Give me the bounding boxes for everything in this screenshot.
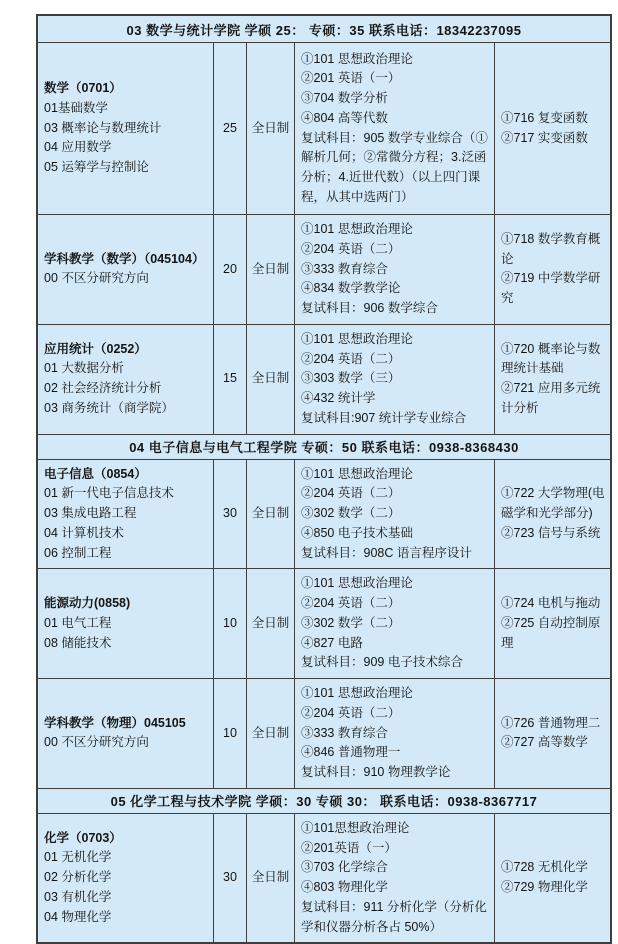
exam-subject-line: ④804 高等代数 — [301, 110, 388, 125]
exam-subject-line: 复试科目：908C 语言程序设计 — [301, 545, 472, 560]
major-title: 数学（0701） — [44, 81, 122, 96]
major-cell — [38, 325, 214, 434]
study-mode: 全日制 — [251, 261, 290, 276]
study-mode-cell — [247, 814, 295, 943]
retest-subject-line: ①716 复变函数 — [501, 110, 588, 125]
retest-subjects-cell — [495, 679, 610, 788]
retest-subjects-cell — [495, 43, 610, 214]
exam-subject-line: ②204 英语（二） — [301, 241, 401, 256]
table-row — [38, 215, 610, 325]
retest-subject-line: ②727 高等数学 — [501, 735, 588, 750]
retest-subject-line: ①720 概率论与数理统计基础 — [501, 341, 601, 376]
table-row — [38, 43, 610, 215]
enrollment-count-cell — [214, 325, 247, 434]
section-header: 04 电子信息与电气工程学院 专硕：50 联系电话：0938-8368430 — [38, 435, 610, 460]
study-mode-cell — [247, 460, 295, 569]
exam-subject-line: ①101思想政治理论 — [301, 820, 410, 835]
major-direction: 03 集成电路工程 — [44, 506, 137, 520]
major-direction: 04 计算机技术 — [44, 525, 124, 540]
exam-subject-line: 复试科目：910 物理教学论 — [301, 765, 451, 779]
major-title: 能源动力(0858) — [44, 596, 131, 610]
exam-subject-line: ③302 数学（二） — [301, 615, 401, 630]
exam-subject-line: ④850 电子技术基础 — [301, 525, 413, 540]
retest-subject-line: ①728 无机化学 — [501, 860, 588, 875]
enrollment-count: 30 — [223, 870, 237, 885]
major-title: 化学（0703） — [44, 830, 122, 845]
exam-subject-line: ③703 化学综合 — [301, 860, 388, 875]
major-direction: 01基础数学 — [44, 100, 108, 115]
exam-subject-line: ④834 数学教学论 — [301, 281, 401, 296]
study-mode-cell — [247, 215, 295, 324]
retest-subjects-cell — [495, 569, 610, 678]
major-direction: 02 社会经济统计分析 — [44, 381, 162, 396]
major-direction: 06 控制工程 — [44, 545, 112, 560]
exam-subject-line: ①101 思想政治理论 — [301, 576, 413, 591]
enrollment-count-cell — [214, 460, 247, 569]
retest-subject-line: ①718 数学教育概论 — [501, 231, 601, 266]
exam-subject-line: ②204 英语（二） — [301, 705, 401, 720]
major-direction: 00 不区分研究方向 — [44, 735, 149, 750]
study-mode: 全日制 — [251, 615, 290, 630]
exam-subject-line: ③333 教育综合 — [301, 725, 388, 740]
table-row — [38, 460, 610, 570]
exam-subjects-cell — [295, 460, 495, 569]
major-cell — [38, 215, 214, 324]
exam-subject-line: ④803 物理化学 — [301, 880, 388, 894]
exam-subject-line: ①101 思想政治理论 — [301, 686, 413, 700]
exam-subject-line: ②201 英语（一） — [301, 71, 401, 86]
major-title: 学科教学（数学）（045104） — [44, 251, 205, 266]
major-direction: 01 电气工程 — [44, 615, 112, 630]
enrollment-count-cell — [214, 569, 247, 678]
major-direction: 03 有机化学 — [44, 889, 112, 904]
exam-subject-line: ②204 英语（二） — [301, 486, 401, 501]
enrollment-catalog-table — [36, 14, 612, 944]
major-direction: 03 概率论与数理统计 — [44, 120, 162, 135]
major-cell — [38, 460, 214, 569]
major-direction: 02 分析化学 — [44, 870, 112, 885]
retest-subject-line: ②719 中学数学研究 — [501, 271, 601, 306]
enrollment-count: 10 — [223, 615, 237, 630]
major-direction: 08 储能技术 — [44, 635, 112, 650]
exam-subject-line: ④432 统计学 — [301, 391, 376, 405]
major-direction: 04 物理化学 — [44, 909, 112, 924]
exam-subject-line: 复试科目：909 电子技术综合 — [301, 655, 463, 670]
enrollment-count-cell — [214, 679, 247, 788]
exam-subject-line: ①101 思想政治理论 — [301, 331, 413, 346]
exam-subjects-cell — [295, 215, 495, 324]
enrollment-count-cell — [214, 814, 247, 943]
exam-subject-line: 复试科目：905 数学专业综合（①解析几何；②常微分方程；3.泛函分析；4.近世代数）（以上四门课程，从其中选两门） — [301, 130, 488, 204]
table-row — [38, 814, 610, 943]
major-cell — [38, 814, 214, 943]
exam-subject-line: ③303 数学（三） — [301, 371, 401, 386]
exam-subject-line: 复试科目：911 分析化学（分析化学和仪器分析各占 50%） — [301, 899, 487, 934]
major-cell — [38, 43, 214, 214]
enrollment-count-cell — [214, 215, 247, 324]
major-direction: 01 无机化学 — [44, 850, 112, 865]
exam-subject-line: ②204 英语（二） — [301, 596, 401, 610]
table-row — [38, 569, 610, 679]
retest-subjects-cell — [495, 460, 610, 569]
exam-subject-line: ③302 数学（二） — [301, 506, 401, 520]
study-mode-cell — [247, 569, 295, 678]
retest-subject-line: ①722 大学物理(电磁学和光学部分) — [501, 486, 605, 520]
exam-subject-line: ②201英语（一） — [301, 840, 397, 855]
exam-subject-line: ①101 思想政治理论 — [301, 222, 413, 236]
retest-subject-line: ②723 信号与系统 — [501, 525, 601, 540]
study-mode-cell — [247, 43, 295, 214]
study-mode: 全日制 — [251, 506, 290, 520]
retest-subject-line: ①724 电机与拖动 — [501, 596, 601, 610]
major-cell — [38, 679, 214, 788]
retest-subject-line: ②729 物理化学 — [501, 880, 588, 894]
major-direction: 01 新一代电子信息技术 — [44, 486, 174, 501]
major-direction: 05 运筹学与控制论 — [44, 160, 149, 175]
retest-subjects-cell — [495, 325, 610, 434]
exam-subject-line: ②204 英语（二） — [301, 351, 401, 366]
major-title: 学科教学（物理）045105 — [44, 715, 186, 730]
major-direction: 00 不区分研究方向 — [44, 271, 149, 286]
exam-subjects-cell — [295, 569, 495, 678]
study-mode: 全日制 — [251, 371, 290, 386]
section-header: 05 化学工程与技术学院 学硕：30 专硕 30： 联系电话：0938-8367717 — [38, 789, 610, 814]
exam-subject-line: ①101 思想政治理论 — [301, 51, 413, 66]
major-title: 应用统计（0252） — [44, 341, 147, 356]
study-mode-cell — [247, 325, 295, 434]
exam-subjects-cell — [295, 325, 495, 434]
enrollment-count: 10 — [223, 725, 237, 740]
exam-subject-line: ④846 普通物理一 — [301, 745, 401, 760]
exam-subjects-cell — [295, 43, 495, 214]
exam-subjects-cell — [295, 679, 495, 788]
retest-subject-line: ①726 普通物理二 — [501, 715, 601, 730]
enrollment-count: 20 — [223, 261, 237, 276]
major-direction: 04 应用数学 — [44, 140, 112, 155]
major-cell — [38, 569, 214, 678]
exam-subjects-cell — [295, 814, 495, 943]
retest-subjects-cell — [495, 215, 610, 324]
major-title: 电子信息（0854） — [44, 466, 147, 481]
exam-subject-line: ④827 电路 — [301, 635, 363, 650]
table-row — [38, 325, 610, 435]
exam-subject-line: 复试科目：906 数学综合 — [301, 301, 438, 315]
table-row — [38, 679, 610, 789]
retest-subject-line: ②721 应用多元统计分析 — [501, 381, 601, 415]
study-mode: 全日制 — [251, 725, 290, 740]
study-mode-cell — [247, 679, 295, 788]
enrollment-count: 25 — [223, 120, 237, 135]
enrollment-count-cell — [214, 43, 247, 214]
retest-subject-line: ②717 实变函数 — [501, 130, 588, 145]
retest-subjects-cell — [495, 814, 610, 943]
exam-subject-line: 复试科目:907 统计学专业综合 — [301, 410, 467, 425]
major-direction: 01 大数据分析 — [44, 361, 124, 376]
section-header: 03 数学与统计学院 学硕 25： 专硕：35 联系电话：18342237095 — [38, 16, 610, 43]
exam-subject-line: ①101 思想政治理论 — [301, 466, 413, 481]
exam-subject-line: ③333 教育综合 — [301, 261, 388, 276]
exam-subject-line: ③704 数学分析 — [301, 91, 388, 105]
enrollment-count: 30 — [223, 506, 237, 520]
study-mode: 全日制 — [251, 120, 290, 135]
major-direction: 03 商务统计（商学院） — [44, 400, 174, 415]
study-mode: 全日制 — [251, 870, 290, 885]
retest-subject-line: ②725 自动控制原理 — [501, 615, 601, 650]
enrollment-count: 15 — [223, 371, 237, 386]
